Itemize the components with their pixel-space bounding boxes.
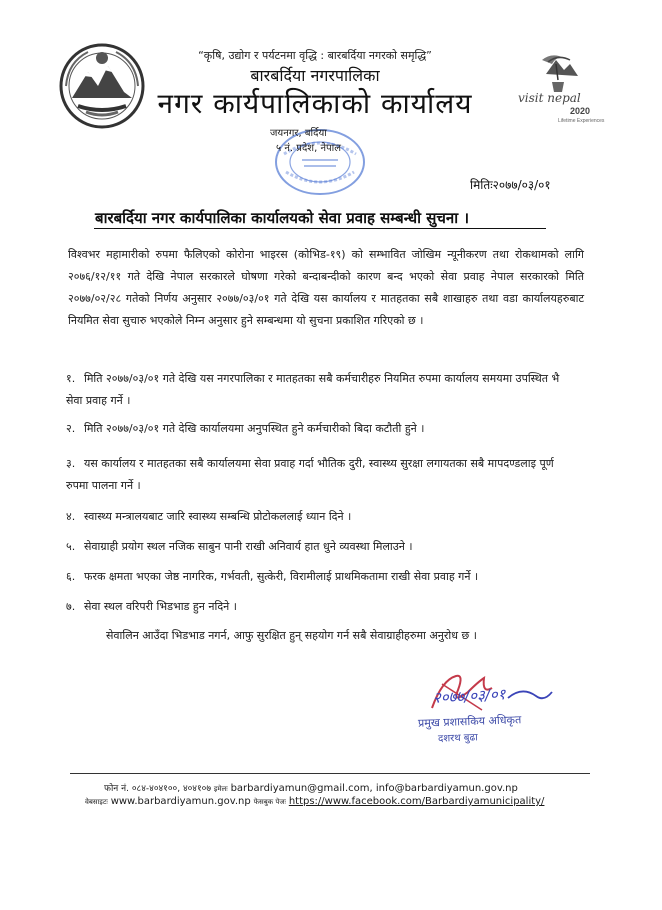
motto: “कृषि, उद्योग र पर्यटनमा वृद्धि : बारबर्दिया नगरको समृद्धि” — [198, 49, 432, 62]
signatory-title: प्रमुख प्रशासकिय अधिकृत — [417, 713, 522, 730]
item-number: ३. — [66, 457, 76, 470]
svg-text:2020: 2020 — [570, 106, 591, 116]
address-line-1: जयनगर, बर्दिया — [270, 128, 327, 139]
visit-nepal-2020-logo — [512, 52, 612, 124]
footer-divider — [70, 773, 590, 774]
item-number: ७. — [66, 600, 76, 613]
item-text: यस कार्यालय र मातहतका सबै कार्यालयमा सेवा प्रवाह गर्दा भौतिक दुरी, स्वास्थ्य सुरक्षा लगायतका सबै मापदण्डलाइ पूर्ण रुपमा पालना गर्ने । — [66, 457, 554, 492]
facebook-label: फेसबुक पेजः — [253, 798, 286, 806]
item-text: स्वास्थ्य मन्त्रालयबाट जारि स्वास्थ्य सम्बन्धि प्रोटोकललाई ध्यान दिने । — [84, 510, 352, 523]
email-label: इमेलः — [213, 785, 228, 793]
website-label: वेबसाइटः — [85, 798, 108, 806]
signature-date: २०७७/०३/०१ — [432, 685, 506, 707]
item-text: मिति २०७७/०३/०१ गते देखि यस नगरपालिका र मातहतका सबै कर्मचारीहरु नियमित रुपमा कार्यालय समयमा उपस्थित भै सेवा प्रवाह गर्ने । — [66, 372, 560, 407]
item-number: २. — [66, 422, 76, 435]
closing-request: सेवालिन आउँदा भिडभाड नगर्न, आफु सुरक्षित हुन् सहयोग गर्न सबै सेवाग्राहीहरुमा अनुरोध छ । — [106, 629, 477, 642]
list-item — [66, 536, 566, 558]
item-number: ४. — [66, 510, 76, 523]
item-number: ५. — [66, 540, 76, 553]
title-underline — [94, 228, 546, 229]
item-number: ६. — [66, 570, 76, 583]
item-text: सेवाग्राही प्रयोग स्थल नजिक साबुन पानी राखी अनिवार्य हात धुने व्यवस्था मिलाउने । — [84, 540, 413, 553]
svg-text:Lifetime Experiences: Lifetime Experiences — [558, 118, 605, 124]
item-text: सेवा स्थल वरिपरी भिडभाड हुन नदिने । — [84, 600, 237, 613]
item-number: १. — [66, 372, 76, 385]
list-item — [66, 506, 566, 528]
address-line-2: ५ नं. प्रदेश, नेपाल — [276, 143, 342, 154]
list-item — [66, 566, 566, 588]
nepal-government-emblem-icon — [58, 42, 146, 130]
item-text: मिति २०७७/०३/०१ गते देखि कार्यालयमा अनुपस्थित हुने कर्मचारीको बिदा कटौती हुने । — [84, 422, 425, 435]
list-item — [66, 418, 566, 440]
notice-title: बारबर्दिया नगर कार्यपालिका कार्यालयको सेवा प्रवाह सम्बन्धी सुचना । — [95, 209, 469, 227]
office-title: नगर कार्यपालिकाको कार्यालय — [157, 87, 473, 120]
footer-web-line — [85, 796, 544, 807]
email-links[interactable]: barbardiyamun@gmail.com, info@barbardiyamun.gov.np — [230, 783, 518, 794]
facebook-link[interactable]: https://www.facebook.com/Barbardiyamunicipality/ — [288, 796, 545, 807]
phone-label: फोन नं. — [104, 784, 129, 794]
municipality-name: बारबर्दिया नगरपालिका — [250, 66, 380, 85]
list-item — [66, 368, 566, 412]
intro-paragraph: विश्वभर महामारीको रुपमा फैलिएको कोरोना भाइरस (कोभिड-१९) को सम्भावित जोखिम न्यूनीकरण तथा रोकथामको लागि २०७६/१२/११ गते देखि नेपाल सरकारले घोषणा गरेको बन्दाबन्दीको कारण बन्द भएको सेवा प्रवाह नेपाल सरकारको मिति २०७७/०२/२८ गतेको निर्णय अनुसार २०७७/०३/०१ गते देखि यस कार्यालय र मातहतका सबै शाखाहरु तथा वडा कार्यालयहरुबाट नियमित सेवा सुचारु भएकोले निम्न अनुसार हुने सम्बन्धमा यो सुचना प्रकाशित गरिएको छ । — [68, 248, 584, 327]
website-link[interactable]: www.barbardiyamun.gov.np — [110, 796, 251, 807]
phone-numbers: ०८४-४०४१००, ४०४१०७ — [131, 784, 212, 794]
footer-contact-line — [104, 781, 518, 794]
item-text: फरक क्षमता भएका जेष्ठ नागरिक, गर्भवती, सुत्केरी, विरामीलाई प्राथमिकतामा राखी सेवा प्रवाह गर्ने । — [84, 570, 479, 583]
list-item — [66, 453, 566, 497]
svg-text:visit nepal: visit nepal — [518, 91, 581, 105]
notice-date: मितिः२०७७/०३/०१ — [470, 178, 551, 192]
list-item — [66, 596, 566, 618]
signatory-name: दशरथ बुढा — [437, 732, 478, 745]
